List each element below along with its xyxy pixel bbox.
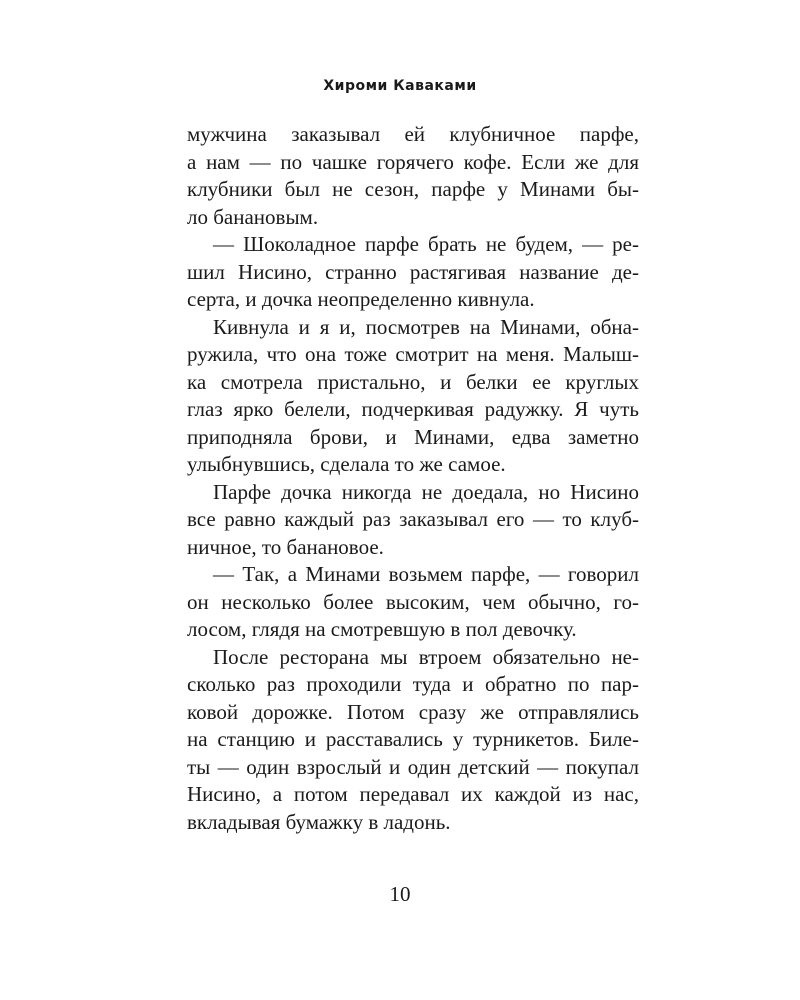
text-line: приподняла брови, и Минами, едва заметно (187, 424, 639, 449)
running-head-author: Хироми Каваками (323, 78, 477, 94)
text-line: глаз ярко белели, подчеркивая радужку. Я чуть (187, 397, 639, 421)
text-line: ружила, что она тоже смотрит на меня. Малыш- (187, 342, 639, 366)
text-line: После ресторана мы втроем обязательно не- (213, 644, 639, 669)
text-line: вкладывая бумажку в ладонь. (187, 809, 451, 834)
text-line: на станцию и расставались у турникетов. Биле- (187, 727, 639, 751)
text-line: Нисино, а потом передавал их каждой из нас, (187, 782, 639, 806)
text-line: серта, и дочка неопределенно кивнула. (187, 287, 535, 311)
text-line: а нам — по чашке горячего кофе. Если же для (187, 149, 639, 174)
text-line: мужчина заказывал ей клубничное парфе, (187, 122, 639, 146)
text-line: — Шоколадное парфе брать не будем, — ре- (213, 232, 639, 256)
text-line: ты — один взрослый и один детский — покупал (187, 754, 639, 779)
text-line: шил Нисино, странно растягивая название де- (187, 259, 639, 284)
text-line: Парфе дочка никогда не доедала, но Нисино (213, 479, 639, 504)
text-line: ка смотрела пристально, и белки ее круглых (187, 369, 639, 394)
text-line: улыбнувшись, сделала то же самое. (187, 452, 506, 476)
body-text (187, 121, 639, 836)
text-line: — Так, а Минами возьмем парфе, — говорил (213, 562, 639, 586)
text-line: Кивнула и я и, посмотрев на Минами, обна- (213, 314, 639, 339)
text-line: лосом, глядя на смотревшую в пол девочку. (187, 617, 577, 641)
text-line: клубники был не сезон, парфе у Минами бы- (187, 177, 639, 201)
text-line: ло банановым. (187, 204, 319, 229)
text-line: все равно каждый раз заказывал его — то клуб- (187, 507, 639, 531)
text-line: ковой дорожке. Потом сразу же отправлялись (187, 699, 639, 724)
text-line: он несколько более высоким, чем обычно, го- (187, 589, 639, 614)
text-line: ничное, то банановое. (187, 534, 384, 559)
text-line: сколько раз проходили туда и обратно по пар- (187, 672, 639, 696)
page-number: 10 (389, 882, 411, 906)
